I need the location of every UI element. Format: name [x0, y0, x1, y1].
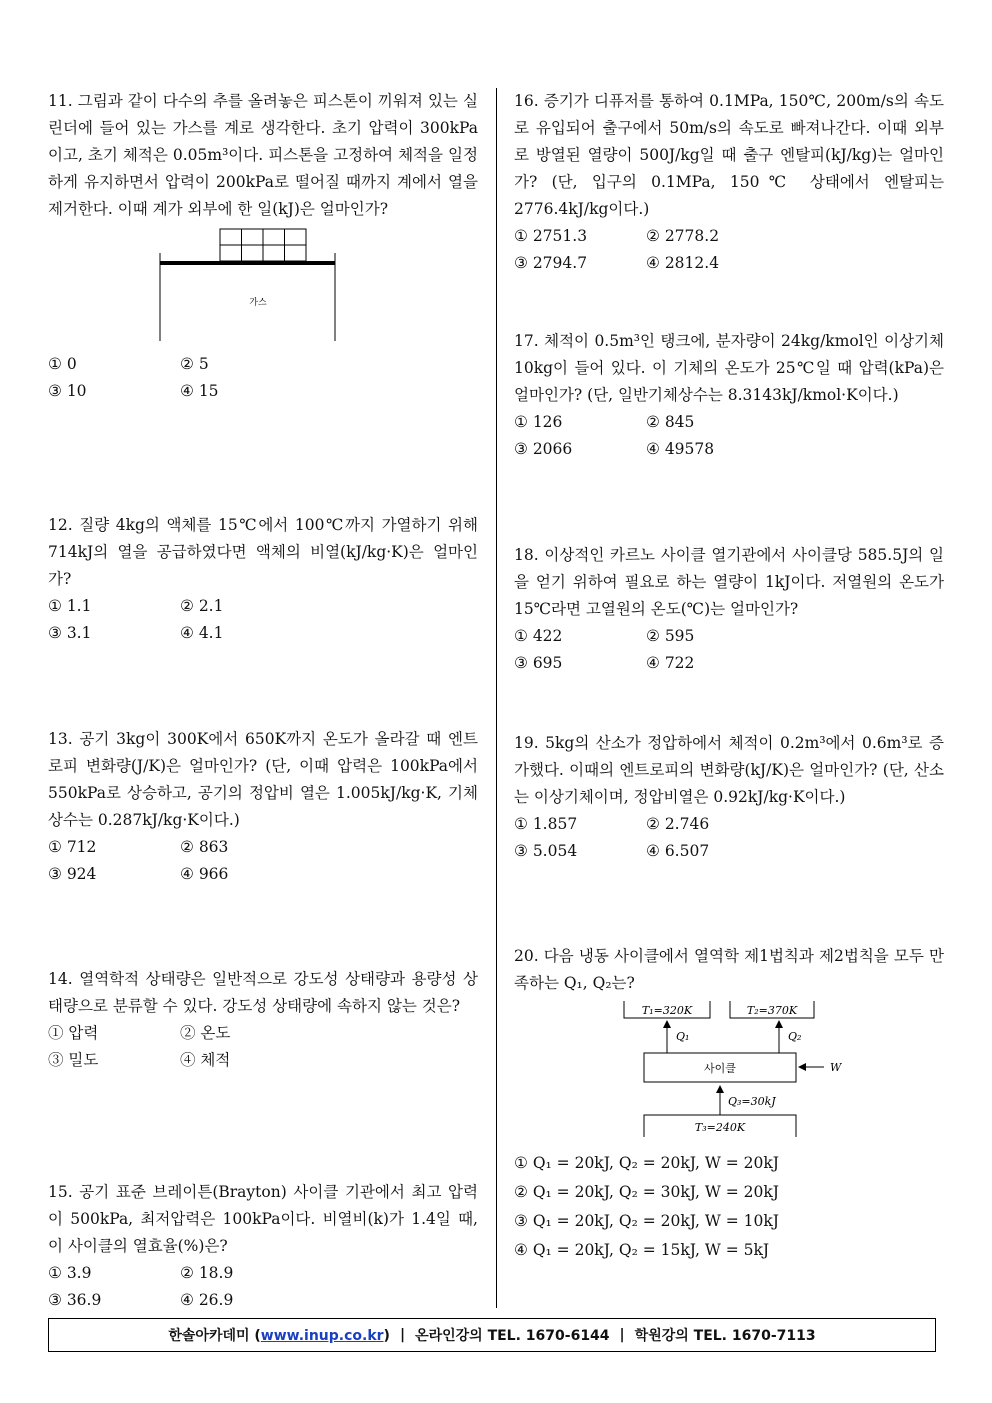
option-3[interactable]: ③ 3.1: [48, 624, 92, 642]
option-2[interactable]: ② 845: [646, 413, 695, 431]
question-15: [48, 1179, 478, 1314]
option-1[interactable]: ① 712: [48, 838, 97, 856]
footer-separator: |: [619, 1327, 625, 1343]
option-4[interactable]: ④ 26.9: [180, 1291, 234, 1309]
question-stem: 11. 그림과 같이 다수의 추를 올려놓은 피스톤이 끼워져 있는 실린더에 들어 있는 가스를 계로 생각한다. 초기 압력이 300kPa이고, 초기 체적은 0.05m³이다. 피스톤을 고정하여 체적을 일정하게 유지하면서 압력이 200kPa로 떨어질 때까지 계에서 열을 제거한다. 이때 계가 외부에 한 일(kJ)은 얼마인가?: [48, 92, 478, 218]
option-2[interactable]: ② Q₁ = 20kJ, Q₂ = 30kJ, W = 20kJ: [514, 1183, 779, 1201]
question-13: [48, 726, 478, 888]
question-stem: 20. 다음 냉동 사이클에서 열역학 제1법칙과 제2법칙을 모두 만족하는 Q₁, Q₂는?: [514, 947, 944, 992]
option-2[interactable]: ② 5: [180, 355, 209, 373]
option-3[interactable]: ③ 924: [48, 865, 97, 883]
option-4[interactable]: ④ 체적: [180, 1051, 231, 1069]
academy-name: 한솔아카데미 (www.inup.co.kr): [168, 1328, 390, 1344]
question-12: [48, 512, 478, 647]
footer-separator: |: [399, 1327, 406, 1343]
option-1[interactable]: ① 422: [514, 627, 563, 645]
question-stem: 15. 공기 표준 브레이튼(Brayton) 사이클 기관에서 최고 압력이 500kPa, 최저압력은 100kPa이다. 비열비(k)가 1.4일 때, 이 사이클의 열효율(%)은?: [48, 1183, 478, 1255]
option-3[interactable]: ③ 36.9: [48, 1291, 102, 1309]
w-label: W: [830, 1061, 842, 1074]
answer-options: [48, 834, 478, 888]
option-1[interactable]: ① Q₁ = 20kJ, Q₂ = 20kJ, W = 20kJ: [514, 1154, 779, 1172]
option-1[interactable]: ① 2751.3: [514, 227, 588, 245]
option-1[interactable]: ① 1.1: [48, 597, 92, 615]
question-19: [514, 730, 944, 865]
arrow-up-icon: [716, 1085, 724, 1093]
option-4[interactable]: ④ Q₁ = 20kJ, Q₂ = 15kJ, W = 5kJ: [514, 1241, 770, 1259]
option-1[interactable]: ① 0: [48, 355, 77, 373]
reservoir-t1-label: T₁=320K: [641, 1004, 693, 1017]
option-3[interactable]: ③ 695: [514, 654, 563, 672]
question-stem: 14. 열역학적 상태량은 일반적으로 강도성 상태량과 용량성 상태량으로 분류할 수 있다. 강도성 상태량에 속하지 않는 것은?: [48, 970, 478, 1015]
option-1[interactable]: ① 1.857: [514, 815, 578, 833]
option-4[interactable]: ④ 6.507: [646, 842, 710, 860]
option-1[interactable]: ① 126: [514, 413, 563, 431]
answer-options: [514, 811, 944, 865]
refrigeration-cycle-diagram: [514, 997, 944, 1145]
arrow-left-icon: [798, 1063, 806, 1071]
option-2[interactable]: ② 2.746: [646, 815, 710, 833]
option-3[interactable]: ③ 2794.7: [514, 254, 588, 272]
question-20: [514, 943, 944, 1265]
option-4[interactable]: ④ 722: [646, 654, 695, 672]
option-4[interactable]: ④ 4.1: [180, 624, 224, 642]
column-divider: [496, 88, 497, 1308]
weights: [220, 229, 306, 261]
option-2[interactable]: ② 863: [180, 838, 229, 856]
question-stem: 17. 체적이 0.5m³인 탱크에, 분자량이 24kg/kmol인 이상기체 10kg이 들어 있다. 이 기체의 온도가 25℃일 때 압력(kPa)은 얼마인가? (단, 일반기체상수는 8.3143kJ/kmol·K이다.): [514, 332, 944, 404]
arrow-up-icon: [775, 1020, 783, 1028]
option-2[interactable]: ② 595: [646, 627, 695, 645]
question-11: [48, 88, 478, 405]
answer-options: [48, 1260, 478, 1314]
website-link[interactable]: www.inup.co.kr: [260, 1328, 384, 1344]
gas-label: 가스: [249, 298, 267, 308]
question-stem: 13. 공기 3kg이 300K에서 650K까지 온도가 올라갈 때 엔트로피 변화량(J/K)은 얼마인가? (단, 이때 압력은 100kPa에서 550kPa로 상승하고, 공기의 정압비 열은 1.005kJ/kg·K, 기체상수는 0.287kJ/kg·K이다.): [48, 730, 478, 829]
option-3[interactable]: ③ 5.054: [514, 842, 578, 860]
option-4[interactable]: ④ 49578: [646, 440, 715, 458]
cycle-label: 사이클: [704, 1062, 736, 1075]
answer-options: [48, 1020, 478, 1074]
answer-options: [48, 593, 478, 647]
question-17: [514, 328, 944, 463]
option-3[interactable]: ③ 10: [48, 382, 87, 400]
option-4[interactable]: ④ 966: [180, 865, 229, 883]
option-4[interactable]: ④ 2812.4: [646, 254, 720, 272]
offline-phone: 학원강의 TEL. 1670-7113: [634, 1328, 816, 1344]
answer-options: [514, 623, 944, 677]
option-3[interactable]: ③ Q₁ = 20kJ, Q₂ = 20kJ, W = 10kJ: [514, 1212, 779, 1230]
option-1[interactable]: ① 3.9: [48, 1264, 92, 1282]
q2-label: Q₂: [788, 1030, 802, 1043]
option-2[interactable]: ② 2.1: [180, 597, 224, 615]
reservoir-t2-label: T₂=370K: [746, 1004, 798, 1017]
option-3[interactable]: ③ 2066: [514, 440, 573, 458]
answer-options: [48, 351, 478, 405]
option-2[interactable]: ② 18.9: [180, 1264, 234, 1282]
answer-options: [514, 1149, 944, 1265]
option-2[interactable]: ② 온도: [180, 1024, 231, 1042]
question-stem: 18. 이상적인 카르노 사이클 열기관에서 사이클당 585.5J의 일을 얻기 위하여 필요로 하는 열량이 1kJ이다. 저열원의 온도가 15℃라면 고열원의 온도(℃)는 얼마인가?: [514, 546, 944, 618]
arrow-up-icon: [663, 1020, 671, 1028]
question-16: [514, 88, 944, 277]
option-4[interactable]: ④ 15: [180, 382, 219, 400]
cylinder: [160, 253, 335, 341]
question-14: [48, 966, 478, 1074]
piston: [160, 261, 335, 265]
option-3[interactable]: ③ 밀도: [48, 1051, 99, 1069]
question-stem: 16. 증기가 디퓨저를 통하여 0.1MPa, 150℃, 200m/s의 속도로 유입되어 출구에서 50m/s의 속도로 빠져나간다. 이때 외부로 방열된 열량이 500J/kg일 때 출구 엔탈피(kJ/kg)는 얼마인가? (단, 입구의 0.1MPa, 150℃ 상태에서 엔탈피는 2776.4kJ/kg이다.): [514, 92, 944, 218]
footer-bar: [48, 1318, 936, 1352]
answer-options: [514, 409, 944, 463]
reservoir-t3-label: T₃=240K: [694, 1121, 746, 1134]
online-phone: 온라인강의 TEL. 1670-6144: [415, 1328, 610, 1344]
piston-cylinder-figure: [48, 223, 478, 341]
answer-options: [514, 223, 944, 277]
option-2[interactable]: ② 2778.2: [646, 227, 720, 245]
q1-label: Q₁: [676, 1030, 690, 1043]
question-stem: 19. 5kg의 산소가 정압하에서 체적이 0.2m³에서 0.6m³로 증가했다. 이때의 엔트로피의 변화량(kJ/K)은 얼마인가? (단, 산소는 이상기체이며, 정압비열은 0.92kJ/kg·K이다.): [514, 734, 944, 806]
option-1[interactable]: ① 압력: [48, 1024, 99, 1042]
question-stem: 12. 질량 4kg의 액체를 15℃에서 100℃까지 가열하기 위해 714kJ의 열을 공급하였다면 액체의 비열(kJ/kg·K)은 얼마인가?: [48, 516, 478, 588]
q3-label: Q₃=30kJ: [728, 1095, 776, 1108]
question-18: [514, 542, 944, 677]
